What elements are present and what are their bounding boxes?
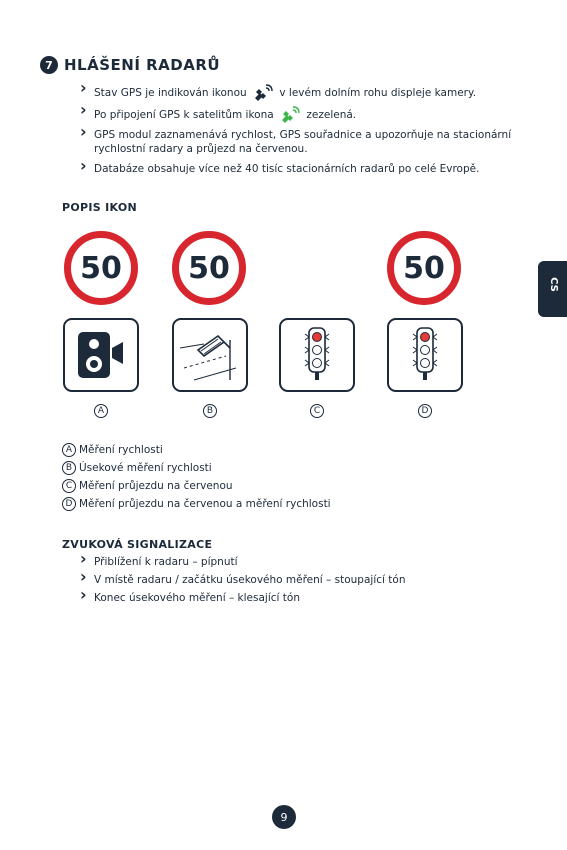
list-item: › Stav GPS je indikován ikonou v levém dolním rohu displeje kamery. <box>80 84 520 102</box>
icon-letter-b: B <box>203 404 217 418</box>
section-camera-icon <box>174 320 246 390</box>
section-title: HLÁŠENÍ RADARŮ <box>64 56 221 74</box>
icon-box-b <box>172 318 248 392</box>
gps-satellite-green-icon <box>279 106 301 124</box>
traffic-light-icon <box>389 320 461 390</box>
section-heading <box>40 56 220 74</box>
intro-bullet-list <box>80 84 520 176</box>
legend-row <box>62 461 502 475</box>
legend-letter: C <box>62 479 76 493</box>
list-item: › Přiblížení k radaru – pípnutí <box>80 555 520 569</box>
icon-letter-d: D <box>418 404 432 418</box>
legend-row <box>62 497 502 511</box>
traffic-light-icon <box>281 320 353 390</box>
legend-letter: A <box>62 443 76 457</box>
icon-box-c <box>279 318 355 392</box>
legend-text: Měření rychlosti <box>79 444 163 456</box>
section-number-badge: 7 <box>40 56 58 74</box>
icon-box-d <box>387 318 463 392</box>
speed-camera-icon <box>65 320 137 390</box>
page-number: 9 <box>272 805 296 829</box>
speed-limit-sign-d: 50 <box>387 231 461 305</box>
icon-box-a <box>63 318 139 392</box>
speed-limit-sign-b: 50 <box>172 231 246 305</box>
icon-letter-c: C <box>310 404 324 418</box>
speed-limit-sign-a: 50 <box>64 231 138 305</box>
legend-row <box>62 479 502 493</box>
list-item: › Po připojení GPS k satelitům ikona zezelená. <box>80 106 520 124</box>
list-item: › Databáze obsahuje více než 40 tisíc stacionárních radarů po celé Evropě. <box>80 162 520 176</box>
icons-section-heading: POPIS IKON <box>62 201 137 214</box>
legend-letter: D <box>62 497 76 511</box>
sound-bullet-list <box>80 555 520 605</box>
list-item: › V místě radaru / začátku úsekového měření – stoupající tón <box>80 573 520 587</box>
language-tab <box>538 261 567 317</box>
legend-text: Měření průjezdu na červenou <box>79 480 233 492</box>
sound-section-heading: ZVUKOVÁ SIGNALIZACE <box>62 538 213 551</box>
legend-letter: B <box>62 461 76 475</box>
legend-row <box>62 443 502 457</box>
list-item: › GPS modul zaznamenává rychlost, GPS souřadnice a upozorňuje na stacionární rychlostní radary a průjezd na červenou. <box>80 128 520 156</box>
language-label: CS <box>547 277 559 292</box>
icon-legend <box>62 443 502 511</box>
list-item: › Konec úsekového měření – klesající tón <box>80 591 520 605</box>
icon-letter-a: A <box>94 404 108 418</box>
legend-text: Měření průjezdu na červenou a měření rychlosti <box>79 498 331 510</box>
gps-satellite-icon <box>252 84 274 102</box>
legend-text: Úsekové měření rychlosti <box>79 462 212 474</box>
